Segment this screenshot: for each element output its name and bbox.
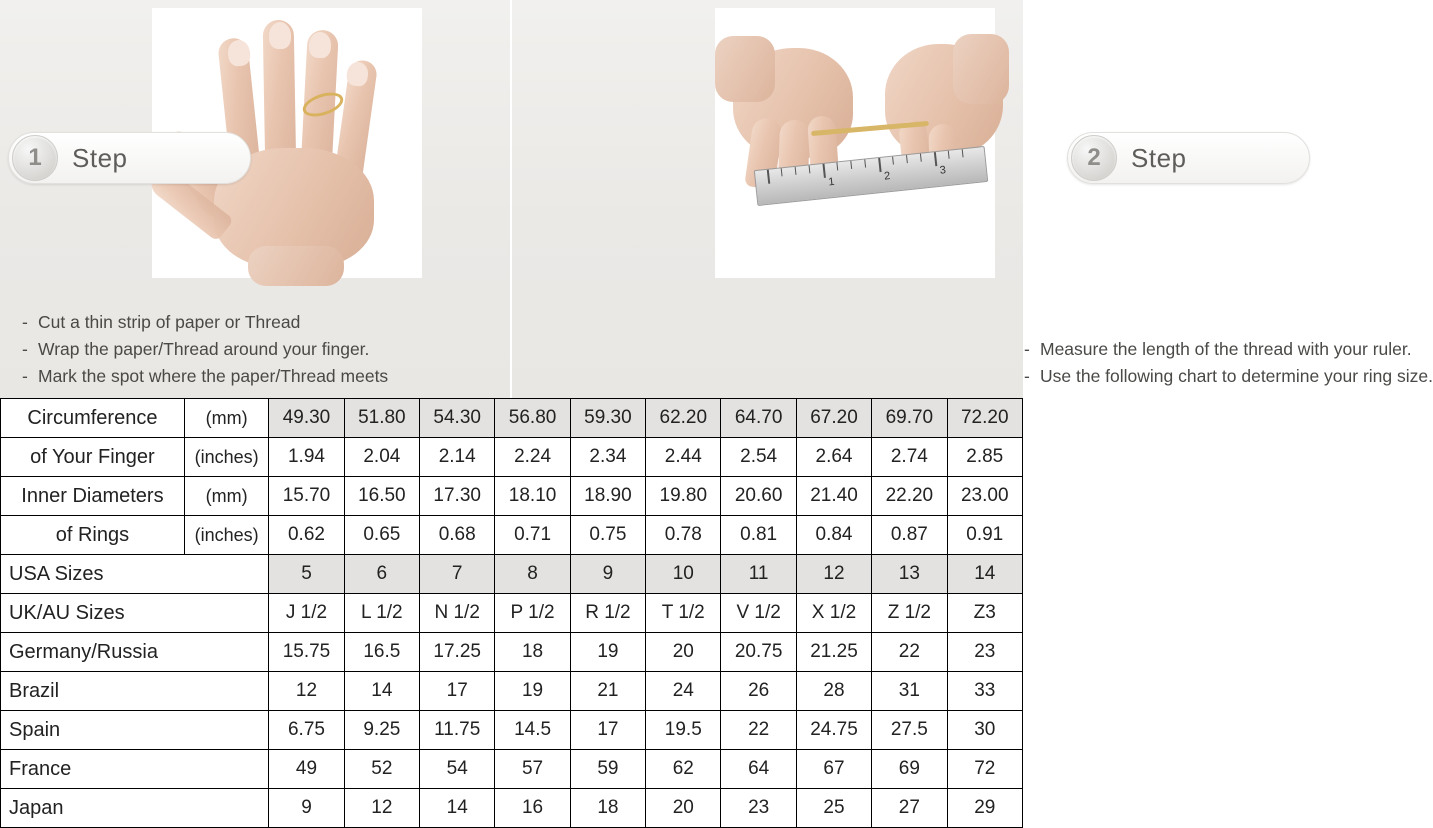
cell: 23 (947, 633, 1022, 672)
cell: T 1/2 (646, 594, 721, 633)
row-unit-diameter-mm: (mm) (184, 477, 268, 516)
cell: 17 (420, 672, 495, 711)
cell: Z3 (947, 594, 1022, 633)
cell: 0.87 (872, 516, 947, 555)
cell: 49.30 (269, 399, 344, 438)
cell: 25 (796, 789, 871, 828)
cell: 7 (420, 555, 495, 594)
cell: 33 (947, 672, 1022, 711)
cell: 2.04 (344, 438, 419, 477)
cell: 17 (570, 711, 645, 750)
steps-section (0, 0, 1433, 398)
cell: 20 (646, 789, 721, 828)
row-label-germany-russia: Germany/Russia (1, 633, 269, 672)
cell: 21 (570, 672, 645, 711)
cell: 2.44 (646, 438, 721, 477)
ring-size-chart (0, 398, 1023, 828)
row-label-uk-au-sizes: UK/AU Sizes (1, 594, 269, 633)
cell: 17.25 (420, 633, 495, 672)
cell: 64 (721, 750, 796, 789)
cell: 14 (344, 672, 419, 711)
cell: 27.5 (872, 711, 947, 750)
ruler-number-1: 1 (827, 175, 836, 189)
cell: 15.70 (269, 477, 344, 516)
cell: 2.14 (420, 438, 495, 477)
cell: 8 (495, 555, 570, 594)
cell: 11 (721, 555, 796, 594)
cell: 2.64 (796, 438, 871, 477)
cell: 54 (420, 750, 495, 789)
row-unit-diameter-inches: (inches) (184, 516, 268, 555)
cell: 15.75 (269, 633, 344, 672)
cell: 29 (947, 789, 1022, 828)
cell: 0.78 (646, 516, 721, 555)
cell: 9.25 (344, 711, 419, 750)
cell: V 1/2 (721, 594, 796, 633)
step-label-1: Step (72, 142, 128, 173)
cell: 19 (495, 672, 570, 711)
step-label-2: Step (1131, 142, 1187, 173)
cell: 20 (646, 633, 721, 672)
cell: 23 (721, 789, 796, 828)
cell: P 1/2 (495, 594, 570, 633)
step-2-instructions: - Measure the length of the thread with your ruler. - Use the following chart to determine your ring size. (1024, 338, 1433, 386)
cell: 16.50 (344, 477, 419, 516)
ruler-number-3: 3 (939, 164, 947, 177)
cell: X 1/2 (796, 594, 871, 633)
cell: 62 (646, 750, 721, 789)
cell: 5 (269, 555, 344, 594)
step-1-bullet-2: Wrap the paper/Thread around your finger. (38, 338, 370, 359)
step-badge-2 (1067, 132, 1310, 184)
cell: 56.80 (495, 399, 570, 438)
cell: 51.80 (344, 399, 419, 438)
cell: 12 (344, 789, 419, 828)
row-label-brazil: Brazil (1, 672, 269, 711)
cell: 21.25 (796, 633, 871, 672)
row-label-spain: Spain (1, 711, 269, 750)
table-row (1, 789, 1023, 828)
cell: 18 (570, 789, 645, 828)
row-label-japan: Japan (1, 789, 269, 828)
cell: 14 (947, 555, 1022, 594)
row-label-diameter-1: Inner Diameters (1, 477, 185, 516)
cell: 27 (872, 789, 947, 828)
cell: 49 (269, 750, 344, 789)
cell: 11.75 (420, 711, 495, 750)
table-row (1, 516, 1023, 555)
cell: 24 (646, 672, 721, 711)
step-1-bullet-3: Mark the spot where the paper/Thread meets (38, 365, 389, 386)
row-unit-circumference-inches: (inches) (184, 438, 268, 477)
cell: 2.54 (721, 438, 796, 477)
cell: 59 (570, 750, 645, 789)
cell: 2.24 (495, 438, 570, 477)
cell: 72.20 (947, 399, 1022, 438)
table-row (1, 633, 1023, 672)
row-label-usa-sizes: USA Sizes (1, 555, 269, 594)
cell: 2.34 (570, 438, 645, 477)
ruler-number-2: 2 (883, 170, 891, 183)
cell: 10 (646, 555, 721, 594)
cell: 54.30 (420, 399, 495, 438)
cell: 6.75 (269, 711, 344, 750)
cell: 1.94 (269, 438, 344, 477)
cell: J 1/2 (269, 594, 344, 633)
cell: 64.70 (721, 399, 796, 438)
cell: 18.90 (570, 477, 645, 516)
cell: 14.5 (495, 711, 570, 750)
cell: N 1/2 (420, 594, 495, 633)
step-2-bullet-2: Use the following chart to determine your ring size. (1040, 365, 1433, 386)
cell: 57 (495, 750, 570, 789)
cell: 22.20 (872, 477, 947, 516)
cell: 20.60 (721, 477, 796, 516)
cell: 19.5 (646, 711, 721, 750)
cell: 20.75 (721, 633, 796, 672)
cell: 21.40 (796, 477, 871, 516)
cell: 59.30 (570, 399, 645, 438)
cell: 26 (721, 672, 796, 711)
cell: 9 (269, 789, 344, 828)
table-row (1, 750, 1023, 789)
cell: 0.75 (570, 516, 645, 555)
cell: 13 (872, 555, 947, 594)
ruler-measuring-thread-photo (715, 8, 995, 278)
cell: 67 (796, 750, 871, 789)
step-1-instructions: - Cut a thin strip of paper or Thread - Wrap the paper/Thread around your finger. - Mark the spot where the paper/Thread meets (22, 311, 389, 386)
cell: 24.75 (796, 711, 871, 750)
step-1-bullet-1: Cut a thin strip of paper or Thread (38, 311, 301, 332)
step-panel-2 (510, 0, 1433, 398)
cell: 31 (872, 672, 947, 711)
cell: 18 (495, 633, 570, 672)
cell: 0.68 (420, 516, 495, 555)
step-number-2: 2 (1071, 135, 1117, 181)
cell: 0.91 (947, 516, 1022, 555)
table-row (1, 438, 1023, 477)
step-number-1: 1 (12, 135, 58, 181)
cell: 22 (872, 633, 947, 672)
step-2-bullet-1: Measure the length of the thread with your ruler. (1040, 338, 1412, 359)
cell: 0.84 (796, 516, 871, 555)
table-row (1, 711, 1023, 750)
cell: 14 (420, 789, 495, 828)
cell: 52 (344, 750, 419, 789)
cell: 16.5 (344, 633, 419, 672)
table-row (1, 555, 1023, 594)
row-label-france: France (1, 750, 269, 789)
cell: 12 (796, 555, 871, 594)
cell: 6 (344, 555, 419, 594)
cell: 69 (872, 750, 947, 789)
table-row (1, 672, 1023, 711)
cell: 0.71 (495, 516, 570, 555)
cell: L 1/2 (344, 594, 419, 633)
cell: 0.62 (269, 516, 344, 555)
step-badge-1 (8, 132, 251, 184)
cell: 19 (570, 633, 645, 672)
cell: 69.70 (872, 399, 947, 438)
row-label-circumference-1: Circumference (1, 399, 185, 438)
cell: 19.80 (646, 477, 721, 516)
table-row (1, 399, 1023, 438)
cell: 22 (721, 711, 796, 750)
table-row (1, 594, 1023, 633)
cell: R 1/2 (570, 594, 645, 633)
row-label-circumference-2: of Your Finger (1, 438, 185, 477)
cell: 62.20 (646, 399, 721, 438)
cell: 30 (947, 711, 1022, 750)
cell: 0.81 (721, 516, 796, 555)
cell: 9 (570, 555, 645, 594)
cell: 23.00 (947, 477, 1022, 516)
row-label-diameter-2: of Rings (1, 516, 185, 555)
row-unit-circumference-mm: (mm) (184, 399, 268, 438)
cell: 16 (495, 789, 570, 828)
cell: 17.30 (420, 477, 495, 516)
cell: 0.65 (344, 516, 419, 555)
table-row (1, 477, 1023, 516)
cell: 72 (947, 750, 1022, 789)
cell: Z 1/2 (872, 594, 947, 633)
cell: 67.20 (796, 399, 871, 438)
cell: 2.85 (947, 438, 1022, 477)
cell: 28 (796, 672, 871, 711)
step-panel-1 (0, 0, 510, 398)
cell: 18.10 (495, 477, 570, 516)
cell: 2.74 (872, 438, 947, 477)
cell: 12 (269, 672, 344, 711)
